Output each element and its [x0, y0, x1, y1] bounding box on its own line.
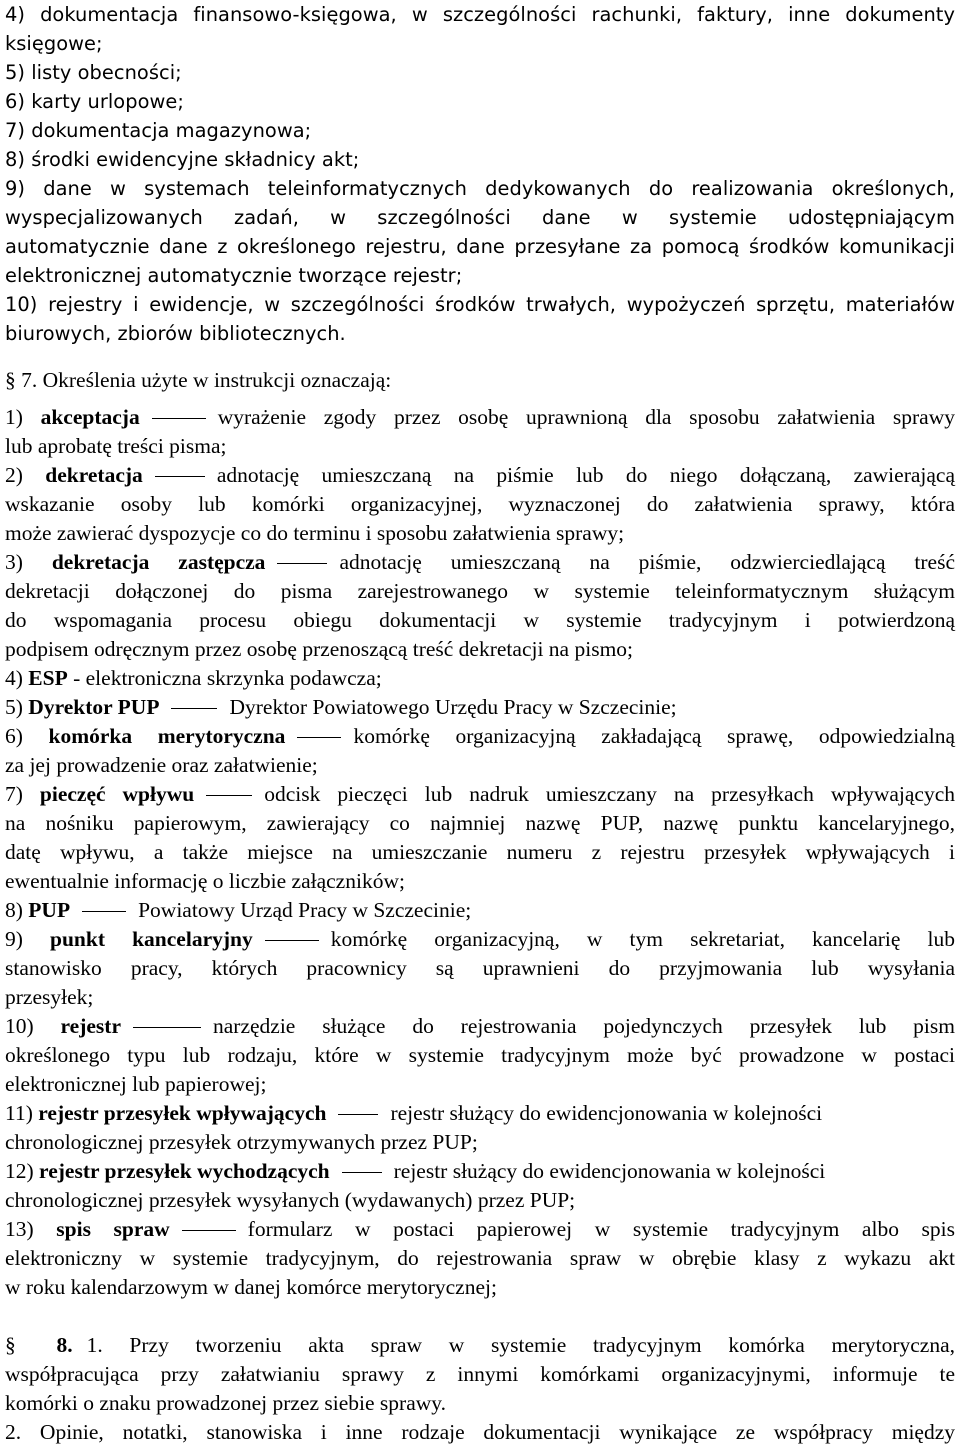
definition-number: 3) — [5, 550, 52, 574]
em-dash — [82, 911, 126, 912]
definition-text: Powiatowy Urząd Pracy w Szczecinie; — [138, 898, 472, 922]
definition-11-line-1 — [5, 1099, 822, 1128]
definition-7-line-1 — [5, 780, 955, 809]
definition-3-line-4: podpisem odręcznym przez osobę przenoszącą treść dekretacji na pismo; — [5, 637, 634, 661]
definition-term: Dyrektor PUP — [28, 695, 160, 719]
list-item-10-line-2: biurowych, zbiorów bibliotecznych. — [5, 322, 346, 345]
definition-term: punkt kancelaryjny — [50, 927, 253, 951]
section-intro: Określenia użyte w instrukcji oznaczają: — [37, 368, 392, 392]
section-sign: § — [5, 368, 16, 392]
definition-10-line-2: określonego typu lub rodzaju, które w systemie tradycyjnym może być prowadzone w postaci — [5, 1043, 955, 1067]
definition-text: formularz w postaci papierowej w systemie tradycyjnym albo spis — [247, 1217, 955, 1241]
list-item-9-line-2: wyspecjalizowanych zadań, w szczególności dane w systemie udostępniającym — [5, 206, 955, 229]
definition-5 — [5, 693, 677, 722]
em-dash — [338, 1114, 378, 1115]
definition-9-line-3: przesyłek; — [5, 985, 94, 1009]
definition-9-line-2: stanowisko pracy, których pracownicy są uprawnieni do przyjmowania lub wysyłania — [5, 956, 955, 980]
definition-6-line-2: za jej prowadzenie oraz załatwienie; — [5, 753, 318, 777]
definition-text: komórkę organizacyjną, w tym sekretariat, kancelarię lub — [330, 927, 955, 951]
definition-term: dekretacja zastępcza — [51, 550, 266, 574]
definition-term: dekretacja — [45, 463, 143, 487]
em-dash — [342, 1172, 382, 1173]
section-8-paragraph-1-line-2: współpracująca przy załatwianiu sprawy z innymi komórkami organizacyjnymi, informuje te — [5, 1362, 955, 1386]
definition-number: 10) — [5, 1014, 61, 1038]
list-item-9-line-4: elektronicznej automatycznie tworzące rejestr; — [5, 264, 463, 287]
definition-1-line-1 — [5, 403, 955, 432]
definition-term: rejestr — [60, 1014, 121, 1038]
definition-term: akceptacja — [40, 405, 140, 429]
definition-text: komórkę organizacyjną zakładającą sprawę, odpowiedzialną — [353, 724, 955, 748]
definition-3-line-2: dekretacji dołączonej do pisma zarejestrowanego w systemie teleinformatycznym służącym — [5, 579, 955, 603]
em-dash — [152, 418, 206, 419]
definition-number: 7) — [5, 782, 40, 806]
definition-10-line-1 — [5, 1012, 955, 1041]
section-sign: § — [5, 1333, 16, 1357]
definition-text: adnotację umieszczaną na piśmie, odzwierciedlającą treść — [339, 550, 955, 574]
definition-1-line-2: lub aprobatę treści pisma; — [5, 434, 227, 458]
definition-text: rejestr służący do ewidencjonowania w kolejności — [393, 1159, 826, 1183]
definition-text: wyrażenie zgody przez osobę uprawnioną dla sposobu załatwienia sprawy — [217, 405, 955, 429]
definition-8 — [5, 896, 471, 925]
definition-4 — [5, 664, 382, 693]
definition-2-line-3: może zawierać dyspozycje co do terminu i sposobu załatwienia sprawy; — [5, 521, 625, 545]
definition-7-line-3: datę wpływu, a także miejsce na umieszczanie numeru z rejestru przesyłek wpływających i — [5, 840, 955, 864]
definition-number: 6) — [5, 724, 49, 748]
definition-text: narzędzie służące do rejestrowania pojedynczych przesyłek lub pism — [213, 1014, 955, 1038]
list-item-4-line-1: 4) dokumentacja finansowo-księgowa, w szczególności rachunki, faktury, inne dokumenty — [5, 3, 955, 26]
definition-2-line-1 — [5, 461, 955, 490]
definition-9-line-1 — [5, 925, 955, 954]
definition-term: PUP — [28, 898, 71, 922]
section-number: 8. — [29, 1333, 73, 1357]
list-item-4-line-2: księgowe; — [5, 32, 103, 55]
definition-term: spis spraw — [56, 1217, 170, 1241]
definition-text: rejestr służący do ewidencjonowania w kolejności — [390, 1101, 823, 1125]
definition-7-line-2: na nośniku papierowym, zawierający co najmniej nazwę PUP, nazwę punktu kancelaryjnego, — [5, 811, 955, 835]
section-number: 7. — [15, 368, 38, 392]
definition-number: 4) — [5, 666, 29, 690]
definition-number: 12) — [5, 1159, 40, 1183]
definition-term: pieczęć wpływu — [39, 782, 195, 806]
list-item-6: 6) karty urlopowe; — [5, 90, 184, 113]
list-item-10-line-1: 10) rejestry i ewidencje, w szczególności środków trwałych, wypożyczeń sprzętu, materiałów — [5, 293, 955, 316]
definition-10-line-3: elektronicznej lub papierowej; — [5, 1072, 267, 1096]
em-dash — [155, 476, 205, 477]
list-item-7: 7) dokumentacja magazynowa; — [5, 119, 312, 142]
em-dash — [206, 795, 252, 796]
em-dash — [133, 1027, 201, 1028]
em-dash — [297, 737, 341, 738]
em-dash — [265, 940, 319, 941]
definition-term: ESP — [28, 666, 68, 690]
definition-text: adnotację umieszczaną na piśmie lub do niego dołączaną, zawierającą — [216, 463, 955, 487]
definition-13-line-2: elektroniczny w systemie tradycyjnym, do rejestrowania spraw w obrębie klasy z wykazu akt — [5, 1246, 955, 1270]
list-item-8: 8) środki ewidencyjne składnicy akt; — [5, 148, 360, 171]
definition-number: 5) — [5, 695, 29, 719]
list-item-9-line-1: 9) dane w systemach teleinformatycznych dedykowanych do realizowania określonych, — [5, 177, 955, 200]
list-item-5: 5) listy obecności; — [5, 61, 182, 84]
definition-2-line-2: wskazanie osoby lub komórki organizacyjnej, wyznaczonej do załatwienia sprawy, która — [5, 492, 955, 516]
em-dash — [182, 1230, 236, 1231]
definition-text: Dyrektor Powiatowego Urzędu Pracy w Szczecinie; — [229, 695, 677, 719]
definition-3-line-1 — [5, 548, 955, 577]
definition-number: 2) — [5, 463, 46, 487]
definition-number: 9) — [5, 927, 51, 951]
section-7-heading — [5, 366, 391, 395]
definition-11-line-2: chronologicznej przesyłek otrzymywanych przez PUP; — [5, 1130, 478, 1154]
definition-text: - elektroniczna skrzynka podawcza; — [67, 666, 382, 690]
definition-term: rejestr przesyłek wpływających — [38, 1101, 327, 1125]
definition-6-line-1 — [5, 722, 955, 751]
definition-number: 11) — [5, 1101, 39, 1125]
definition-term: komórka merytoryczna — [48, 724, 286, 748]
definition-7-line-4: ewentualnie informację o liczbie załączników; — [5, 869, 405, 893]
definition-13-line-1 — [5, 1215, 955, 1244]
section-8-paragraph-1-line-1 — [5, 1331, 955, 1360]
list-item-9-line-3: automatycznie dane z określonego rejestru, dane przesyłane za pomocą środków komunikacji — [5, 235, 955, 258]
em-dash — [277, 563, 327, 564]
definition-number: 8) — [5, 898, 29, 922]
definition-term: rejestr przesyłek wychodzących — [39, 1159, 330, 1183]
paragraph-text: 1. Przy tworzeniu akta spraw w systemie tradycyjnym komórka merytoryczna, — [86, 1333, 956, 1357]
section-8-paragraph-1-line-3: komórki o znaku prowadzonej przez siebie sprawy. — [5, 1391, 446, 1415]
definition-text: odcisk pieczęci lub nadruk umieszczany na przesyłkach wpływających — [264, 782, 955, 806]
definition-12-line-1 — [5, 1157, 825, 1186]
definition-3-line-3: do wspomagania procesu obiegu dokumentacji w systemie tradycyjnym i potwierdzoną — [5, 608, 955, 632]
definition-number: 13) — [5, 1217, 57, 1241]
definition-12-line-2: chronologicznej przesyłek wysyłanych (wydawanych) przez PUP; — [5, 1188, 576, 1212]
definition-number: 1) — [5, 405, 41, 429]
section-8-paragraph-2-line-1: 2. Opinie, notatki, stanowiska i inne rodzaje dokumentacji wynikające ze współpracy między — [5, 1420, 955, 1444]
definition-13-line-3: w roku kalendarzowym w danej komórce merytorycznej; — [5, 1275, 497, 1299]
em-dash — [171, 708, 217, 709]
